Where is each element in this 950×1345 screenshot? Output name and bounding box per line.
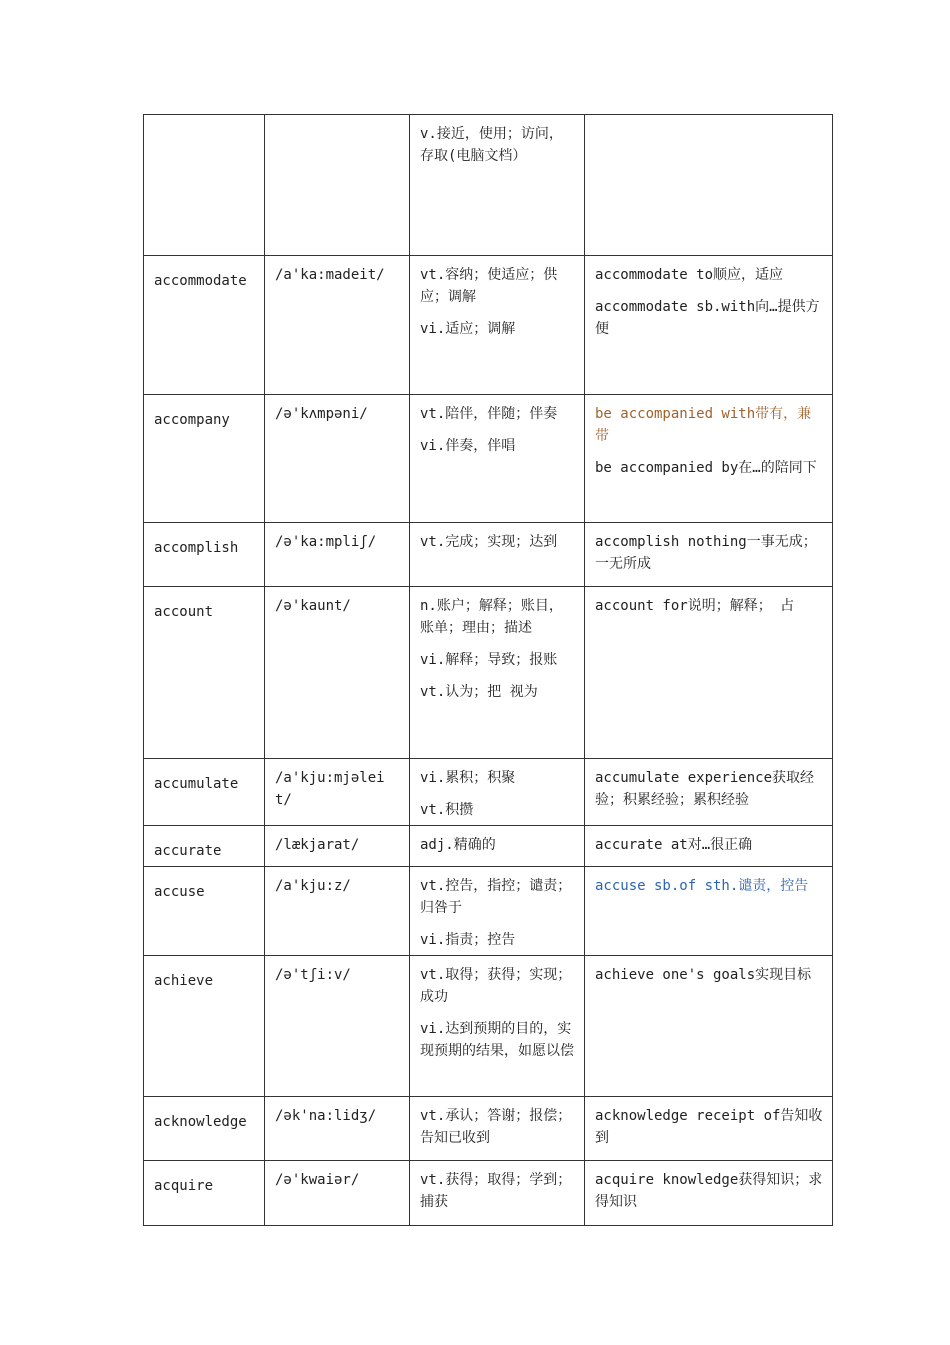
phonetic-cell: /ə'kwaiər/ bbox=[265, 1161, 410, 1226]
phrase-line: accurate at对…很正确 bbox=[595, 837, 753, 853]
phonetic-cell: /ə'ka:mpliʃ/ bbox=[265, 523, 410, 587]
phonetic-cell: /ə'kʌmpəni/ bbox=[265, 395, 410, 523]
meaning-cell bbox=[410, 867, 585, 956]
table-row bbox=[144, 826, 833, 867]
phrase-line: be accompanied by在…的陪同下 bbox=[595, 460, 817, 476]
word-cell: accurate bbox=[144, 826, 265, 867]
table-row bbox=[144, 395, 833, 523]
phonetic-cell: /a'kju:z/ bbox=[265, 867, 410, 956]
meaning-line: vi.解释；导致；报账 bbox=[420, 652, 558, 668]
phrase-cell bbox=[585, 395, 833, 523]
meaning-line: vt.控告，指控；谴责；归咎于 bbox=[420, 878, 572, 916]
phrase-cell bbox=[585, 1097, 833, 1161]
table-row bbox=[144, 867, 833, 956]
meaning-cell bbox=[410, 256, 585, 395]
phrase-line: accommodate sb.with向…提供方便 bbox=[595, 299, 820, 337]
table-row bbox=[144, 1097, 833, 1161]
phrase-cell bbox=[585, 826, 833, 867]
phonetic-cell: /ə'tʃi:v/ bbox=[265, 956, 410, 1097]
phonetic-cell: /a'kju:mjəleit/ bbox=[265, 759, 410, 826]
phonetic-cell: /a'ka:madeit/ bbox=[265, 256, 410, 395]
table-row bbox=[144, 587, 833, 759]
table-row bbox=[144, 256, 833, 395]
phrase-line: achieve one's goals实现目标 bbox=[595, 967, 812, 983]
meaning-line: vt.完成；实现；达到 bbox=[420, 534, 558, 550]
table-row bbox=[144, 759, 833, 826]
word-cell: accuse bbox=[144, 867, 265, 956]
word-cell: acknowledge bbox=[144, 1097, 265, 1161]
table-row bbox=[144, 956, 833, 1097]
meaning-cell bbox=[410, 395, 585, 523]
meaning-line: vt.陪伴，伴随；伴奏 bbox=[420, 406, 558, 422]
phrase-line: accuse sb.of sth.谴责，控告 bbox=[595, 878, 809, 894]
meaning-cell bbox=[410, 1161, 585, 1226]
word-cell bbox=[144, 115, 265, 256]
phrase-line: acknowledge receipt of告知收到 bbox=[595, 1108, 823, 1146]
phrase-line: accommodate to顺应，适应 bbox=[595, 267, 784, 283]
phrase-cell bbox=[585, 867, 833, 956]
meaning-line: vi.适应；调解 bbox=[420, 321, 516, 337]
word-cell: accommodate bbox=[144, 256, 265, 395]
meaning-line: vt.获得；取得；学到；捕获 bbox=[420, 1172, 572, 1210]
phrase-cell bbox=[585, 759, 833, 826]
phonetic-cell: /lækjarat/ bbox=[265, 826, 410, 867]
meaning-line: vt.承认；答谢；报偿；告知已收到 bbox=[420, 1108, 572, 1146]
meaning-line: vt.取得；获得；实现；成功 bbox=[420, 967, 572, 1005]
meaning-cell bbox=[410, 956, 585, 1097]
word-cell: accumulate bbox=[144, 759, 265, 826]
phrase-line: accomplish nothing一事无成； 一无所成 bbox=[595, 534, 817, 572]
table-row bbox=[144, 1161, 833, 1226]
meaning-line: vt.积攒 bbox=[420, 802, 474, 818]
meaning-line: vi.累积；积聚 bbox=[420, 770, 516, 786]
phrase-cell bbox=[585, 115, 833, 256]
meaning-line: v.接近，使用；访问，存取(电脑文档） bbox=[420, 126, 563, 164]
meaning-line: adj.精确的 bbox=[420, 837, 496, 853]
meaning-line: vt.认为；把 视为 bbox=[420, 684, 538, 700]
table-row bbox=[144, 115, 833, 256]
phrase-cell bbox=[585, 1161, 833, 1226]
meaning-cell bbox=[410, 587, 585, 759]
phonetic-cell: /ək'na:lidʒ/ bbox=[265, 1097, 410, 1161]
phrase-cell bbox=[585, 587, 833, 759]
meaning-line: vi.达到预期的目的，实现预期的结果，如愿以偿 bbox=[420, 1021, 574, 1059]
vocabulary-table bbox=[143, 114, 833, 1226]
phrase-cell bbox=[585, 956, 833, 1097]
meaning-cell bbox=[410, 759, 585, 826]
word-cell: achieve bbox=[144, 956, 265, 1097]
meaning-line: n.账户；解释；账目，账单；理由；描述 bbox=[420, 598, 563, 636]
meaning-cell bbox=[410, 115, 585, 256]
phonetic-cell: /ə'kaunt/ bbox=[265, 587, 410, 759]
word-cell: account bbox=[144, 587, 265, 759]
meaning-line: vi.指责；控告 bbox=[420, 932, 516, 948]
phrase-cell bbox=[585, 256, 833, 395]
word-cell: accomplish bbox=[144, 523, 265, 587]
meaning-line: vi.伴奏，伴唱 bbox=[420, 438, 516, 454]
phrase-cell bbox=[585, 523, 833, 587]
phrase-line: be accompanied with带有，兼带 bbox=[595, 406, 812, 444]
meaning-cell bbox=[410, 1097, 585, 1161]
meaning-line: vt.容纳；使适应；供应；调解 bbox=[420, 267, 558, 305]
meaning-cell bbox=[410, 826, 585, 867]
meaning-cell bbox=[410, 523, 585, 587]
word-cell: acquire bbox=[144, 1161, 265, 1226]
word-cell: accompany bbox=[144, 395, 265, 523]
phrase-line: account for说明；解释； 占 bbox=[595, 598, 795, 614]
phonetic-cell bbox=[265, 115, 410, 256]
table-row bbox=[144, 523, 833, 587]
phrase-line: acquire knowledge获得知识；求得知识 bbox=[595, 1172, 823, 1210]
phrase-line: accumulate experience获取经验；积累经验；累积经验 bbox=[595, 770, 815, 808]
